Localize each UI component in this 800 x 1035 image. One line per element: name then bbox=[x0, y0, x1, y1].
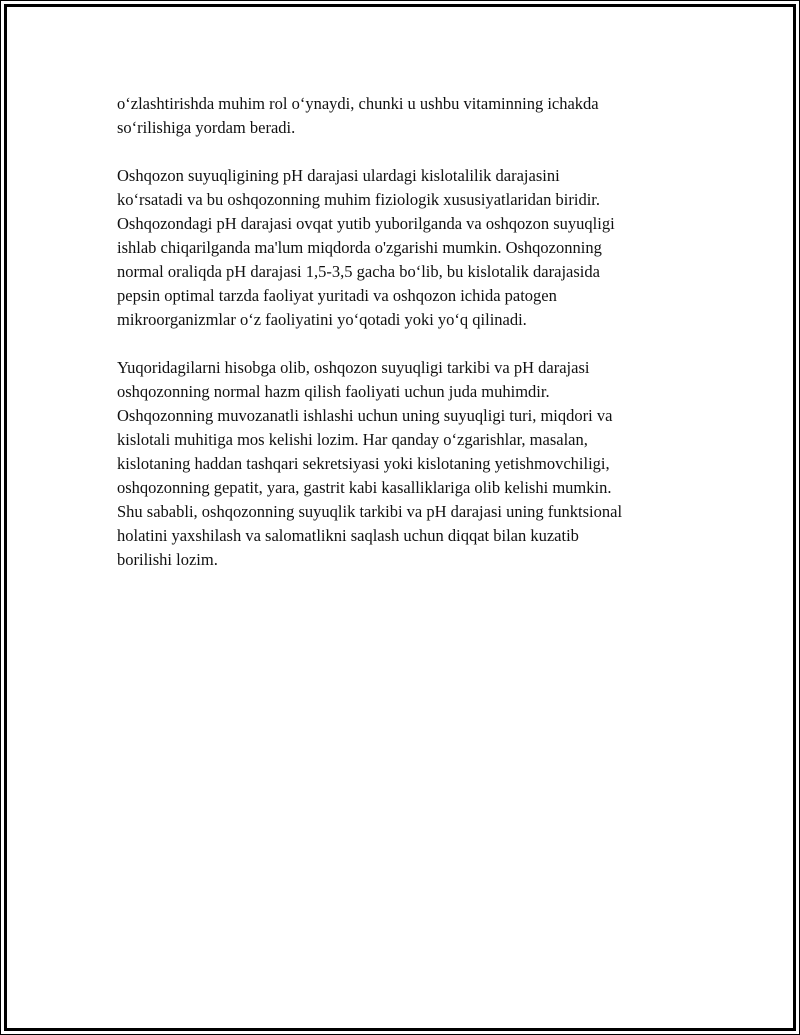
text-line: borilishi lozim. bbox=[117, 550, 218, 569]
text-line: Oshqozondagi pH darajasi ovqat yutib yuborilganda va oshqozon suyuqligi bbox=[117, 214, 615, 233]
text-line: Shu sababli, oshqozonning suyuqlik tarkibi va pH darajasi uning funktsional bbox=[117, 502, 623, 521]
text-line: holatini yaxshilash va salomatlikni saqlash uchun diqqat bilan kuzatib bbox=[117, 526, 579, 545]
text-line: ishlab chiqarilganda ma'lum miqdorda o'zgarishi mumkin. Oshqozonning bbox=[117, 238, 602, 257]
text-line: Yuqoridagilarni hisobga olib, oshqozon suyuqligi tarkibi va pH darajasi bbox=[117, 358, 590, 377]
paragraph-3 bbox=[117, 356, 697, 572]
text-line: mikroorganizmlar oʻz faoliyatini yoʻqotadi yoki yoʻq qilinadi. bbox=[117, 310, 527, 329]
text-line: oʻzlashtirishda muhim rol oʻynaydi, chunki u ushbu vitaminning ichakda bbox=[117, 94, 599, 113]
text-line: koʻrsatadi va bu oshqozonning muhim fiziologik xususiyatlaridan biridir. bbox=[117, 190, 601, 209]
text-line: soʻrilishiga yordam beradi. bbox=[117, 118, 296, 137]
paragraph-2 bbox=[117, 164, 697, 332]
document-body bbox=[117, 92, 697, 596]
text-line: normal oraliqda pH darajasi 1,5-3,5 gacha boʻlib, bu kislotalik darajasida bbox=[117, 262, 600, 281]
text-line: Oshqozon suyuqligining pH darajasi ulardagi kislotalilik darajasini bbox=[117, 166, 560, 185]
text-line: oshqozonning normal hazm qilish faoliyati uchun juda muhimdir. bbox=[117, 382, 550, 401]
text-line: pepsin optimal tarzda faoliyat yuritadi va oshqozon ichida patogen bbox=[117, 286, 557, 305]
paragraph-1 bbox=[117, 92, 697, 140]
text-line: kislotaning haddan tashqari sekretsiyasi yoki kislotaning yetishmovchiligi, bbox=[117, 454, 610, 473]
text-line: oshqozonning gepatit, yara, gastrit kabi kasalliklariga olib kelishi mumkin. bbox=[117, 478, 612, 497]
text-line: kislotali muhitiga mos kelishi lozim. Har qanday oʻzgarishlar, masalan, bbox=[117, 430, 588, 449]
text-line: Oshqozonning muvozanatli ishlashi uchun uning suyuqligi turi, miqdori va bbox=[117, 406, 613, 425]
